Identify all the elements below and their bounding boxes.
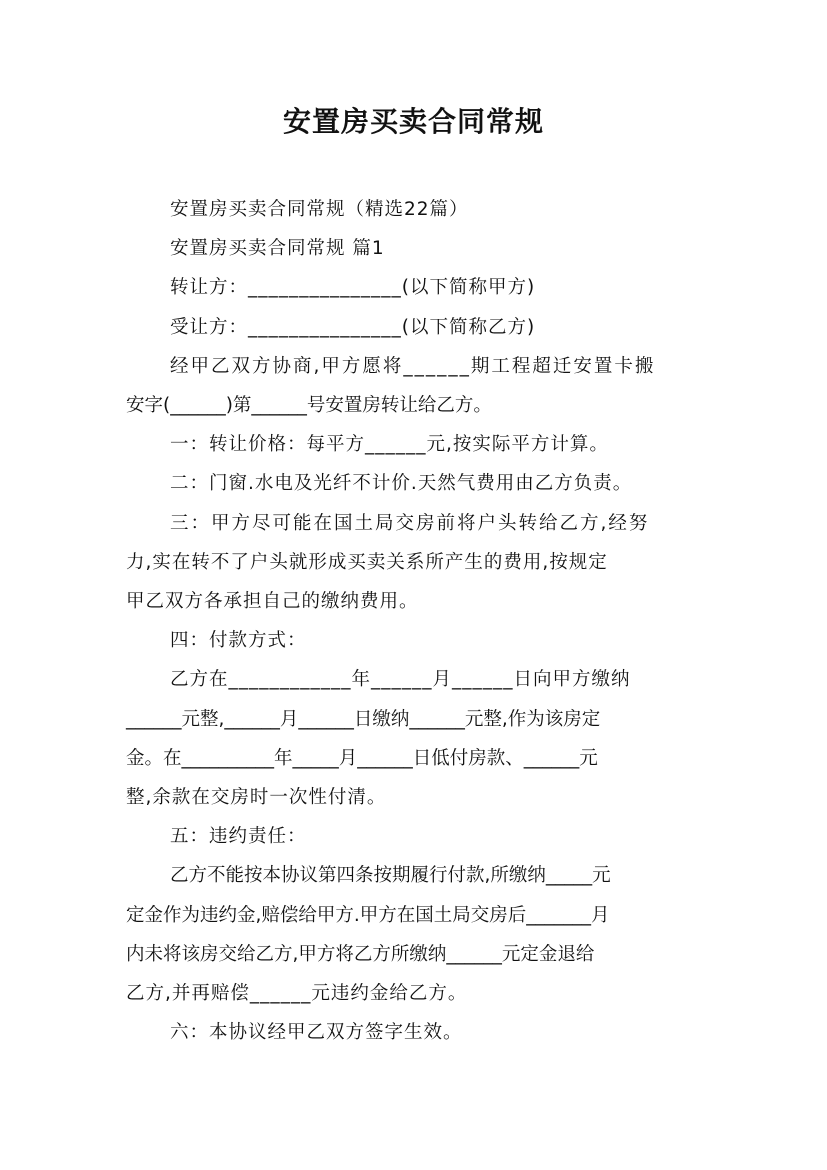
paragraph-line: 安置房买卖合同常规 篇1 <box>170 238 385 260</box>
paragraph-line: 四：付款方式： <box>170 630 307 652</box>
paragraph-line: 一：转让价格：每平方______元,按实际平方计算。 <box>170 434 609 456</box>
paragraph-line: 安置房买卖合同常规（精选22篇） <box>170 199 469 220</box>
paragraph-line: 甲乙双方各承担自己的缴纳费用。 <box>126 591 419 613</box>
paragraph-line: 乙方不能按本协议第四条按期履行付款,所缴纳_____元 <box>170 865 611 887</box>
paragraph-line: 金。在__________年_____月______日低付房款、______元 <box>126 747 598 769</box>
paragraph-line: 转让方：_______________(以下简称甲方) <box>170 277 536 299</box>
paragraph-line: 安字(______)第______号安置房转让给乙方。 <box>126 395 492 417</box>
paragraph-line: 力,实在转不了户头就形成买卖关系所产生的费用,按规定 <box>126 551 608 573</box>
paragraph-line: 定金作为违约金,赔偿给甲方.甲方在国土局交房后_______月 <box>126 904 610 926</box>
paragraph-line: 六：本协议经甲乙双方签字生效。 <box>170 1022 463 1044</box>
document-title: 安置房买卖合同常规 <box>282 105 544 138</box>
paragraph-line: 乙方,并再赔偿______元违约金给乙方。 <box>126 983 468 1005</box>
document-body <box>126 190 702 1052</box>
paragraph-line: 内未将该房交给乙方,甲方将乙方所缴纳______元定金退给 <box>126 943 595 965</box>
paragraph-line: 整,余款在交房时一次性付清。 <box>126 787 387 809</box>
paragraph-line: ______元整,______月______日缴纳______元整,作为该房定 <box>126 708 601 730</box>
paragraph-line: 乙方在____________年______月______日向甲方缴纳 <box>170 669 631 691</box>
paragraph-line: 经甲乙双方协商,甲方愿将______期工程超迁安置卡搬 <box>170 355 656 377</box>
paragraph-line: 受让方：_______________(以下简称乙方) <box>170 316 536 338</box>
paragraph-line: 五：违约责任： <box>170 826 307 848</box>
paragraph-line: 三：甲方尽可能在国土局交房前将户头转给乙方,经努 <box>170 512 650 534</box>
paragraph-line: 二：门窗.水电及光纤不计价.天然气费用由乙方负责。 <box>170 473 633 495</box>
